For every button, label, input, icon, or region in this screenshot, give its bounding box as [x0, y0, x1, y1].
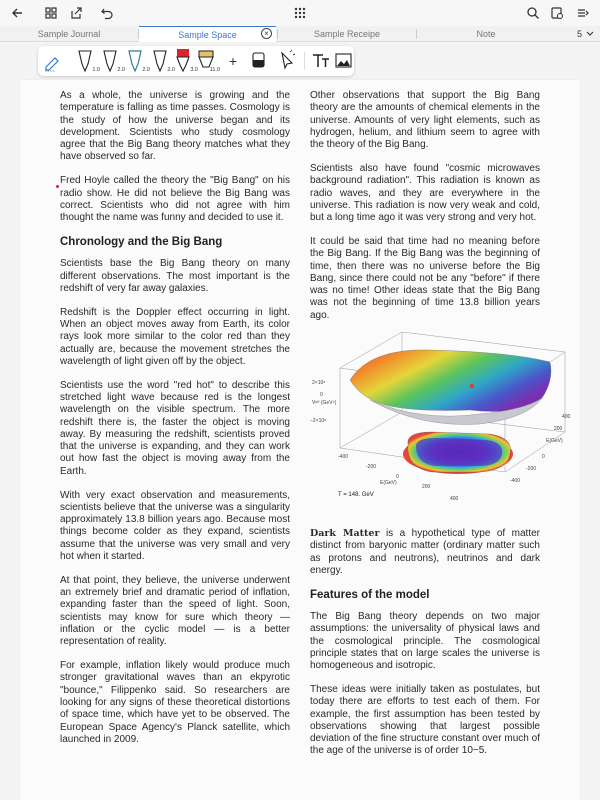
menu-icon[interactable]	[574, 4, 592, 22]
undo-icon[interactable]	[98, 4, 116, 22]
y-axis-tick: 200	[554, 426, 563, 432]
paragraph: Fred Hoyle called the theory the "Big Bang" on his radio show. He did not believe the Big Bang was correct. Scientists who did not agree with him thought the name was funny and decided to use it.	[60, 175, 290, 224]
paragraph	[310, 528, 540, 577]
tab-label: Sample Space	[178, 29, 237, 40]
x-axis-tick: 200	[422, 484, 431, 490]
x-axis-label: E(GeV)	[380, 480, 397, 486]
paragraph: These ideas were initially taken as postulates, but today there are efforts to test each of them. For example, the first assumption has been tested by observations showing that largest possible deviation of the fine structure constant over much of the age of the universe is of order 10−5.	[310, 683, 540, 757]
right-column-bottom	[310, 528, 540, 769]
chevron-down-icon	[586, 31, 594, 37]
z-axis-tick: 0	[320, 392, 323, 398]
page-number: 5	[576, 29, 582, 39]
tab-label: Sample Receipe	[313, 29, 381, 39]
y-axis-label: E(GeV)	[546, 438, 563, 444]
tab-note[interactable]	[417, 26, 555, 42]
apps-grid-icon[interactable]	[291, 4, 309, 22]
paragraph: Scientists also have found "cosmic microwaves background radiation". This radiation is known as radio waves, and they are everywhere in the universe. This radiation is now very weak and cold, but a long time ago it was very strong and very hot.	[310, 162, 540, 224]
paragraph: At that point, they believe, the universe underwent an extremely brief and dramatic period of inflation, expanding faster than the speed of light. Soon, scientists may know for sure which theory — inflation or the cyclic model — is a better representation of reality.	[60, 574, 290, 648]
paragraph: The Big Bang theory depends on two major assumptions: the universality of physical laws and the cosmological principle. The cosmological principle states that on large scales the universe is homogeneous and isotropic.	[310, 610, 540, 672]
tab-sample-receipe[interactable]	[278, 26, 416, 42]
dark-matter-text: is a hypothetical type of matter distinct from baryonic matter (ordinary matter such as protons and neutrons), neutrinos and dark energy.	[310, 528, 540, 576]
3d-potential-plot	[310, 320, 575, 515]
eraser-icon[interactable]	[248, 48, 270, 74]
tab-label: Note	[476, 29, 496, 39]
page-number-select[interactable]	[577, 26, 594, 42]
sync-icon[interactable]	[548, 4, 566, 22]
pen-1-icon[interactable]	[76, 48, 98, 74]
laser-pointer-icon[interactable]	[276, 48, 298, 74]
y-axis-tick: 0	[542, 454, 545, 460]
x-axis-tick: -200	[366, 464, 377, 470]
pen-size: 2.0	[167, 67, 175, 73]
tab-bar	[0, 26, 600, 42]
x-axis-tick: 400	[450, 496, 459, 502]
y-axis-tick: -400	[510, 478, 521, 484]
image-tool-icon[interactable]	[333, 48, 355, 74]
pen-4-icon[interactable]	[151, 48, 173, 74]
dark-matter-term: Dark Matter	[310, 528, 380, 539]
pen-5-icon[interactable]	[174, 48, 196, 74]
add-pen-button[interactable]: +	[228, 53, 238, 69]
pen-size: 2.0	[117, 67, 125, 73]
back-arrow-icon[interactable]	[8, 4, 26, 22]
paragraph: Other observations that support the Big Bang theory are the amounts of chemical elements in the universe. Amounts of very light elements, such as hydrogen, helium, and lithium seem to agree with the theory of the Big Bang.	[310, 90, 540, 151]
y-axis-tick: 400	[562, 414, 571, 420]
pen-3-icon[interactable]	[126, 48, 148, 74]
pen-size: 3.0	[190, 67, 198, 73]
paragraph: Scientists base the Big Bang theory on many different observations. The most important is the redshift of very far away galaxies.	[60, 258, 290, 294]
tab-sample-space[interactable]	[139, 26, 276, 42]
tab-sample-journal[interactable]	[0, 26, 138, 42]
paragraph: Scientists use the word "red hot" to describe this stretched light wave because red is the longest wavelength on the visible spectrum. The more redshift there is, the faster the object is moving away. By measuring the redshift, scientists proved that the universe is expanding, and they can work out how fast the object is moving away from the Earth.	[60, 379, 290, 477]
top-bar	[0, 0, 600, 26]
z-axis-label: Vᵉᶠᶠ (GeV⁴)	[312, 400, 337, 406]
pen-size: 11.0	[209, 67, 220, 73]
pen-toolbar	[38, 46, 354, 76]
figure-caption: T = 148. GeV	[338, 492, 374, 498]
z-axis-tick: 2×10⁸	[312, 380, 326, 386]
pen-2-icon[interactable]	[101, 48, 123, 74]
y-axis-tick: -200	[526, 466, 537, 472]
section-heading: Chronology and the Big Bang	[60, 235, 223, 248]
paragraph: For example, inflation likely would produce much stronger gravitational waves than an ekpyrotic "bounce," Filippenko said. So researchers are looking for any signs of these theoretical distortions of space time, which have yet to be observed. The European Space Agency's Planck satellite, which launched in 2009.	[60, 660, 290, 745]
tab-label: Sample Journal	[37, 29, 101, 39]
paragraph: It could be said that time had no meaning before the Big Bang. If the Big Bang was the beginning of time, then there was no universe before the Big Bang, since there could not be any "before" if there was no time! Other ideas state that the Big Bang was not the beginning of time 13.8 billion years ago.	[310, 235, 540, 321]
red-ink-dot	[56, 185, 59, 188]
pen-size: 2.0	[142, 67, 150, 73]
paragraph: Redshift is the Doppler effect occurring in light. When an object moves away from Earth, its color rays look more similar to the color red than they actually are, because the movement stretches the wavelength of light given off by the object.	[60, 306, 290, 367]
section-heading: Features of the model	[310, 588, 430, 601]
highlighter-icon[interactable]	[196, 48, 218, 74]
toolbar-divider	[304, 52, 305, 70]
export-icon[interactable]	[67, 4, 85, 22]
pen-size: 1.0	[92, 67, 100, 73]
lasso-pen-icon[interactable]	[42, 48, 64, 74]
right-column-top	[310, 90, 540, 334]
text-tool-icon[interactable]	[310, 48, 332, 74]
close-tab-icon[interactable]: ×	[261, 28, 272, 39]
paragraph: As a whole, the universe is growing and the temperature is falling as time passes. Cosmology is the study of how the universe began and its development. Scientists who study cosmology agree that the Big Bang theory matches what they have observed so far.	[60, 90, 290, 163]
x-axis-tick: 0	[396, 474, 399, 480]
grid-icon[interactable]	[42, 4, 60, 22]
left-column	[60, 90, 290, 758]
search-icon[interactable]	[524, 4, 542, 22]
z-axis-tick: −2×10⁸	[310, 418, 327, 424]
document-page[interactable]	[20, 80, 580, 800]
paragraph: With very exact observation and measurements, scientists believe that the universe was a singularity approximately 13.8 billion years ago. Because most things become colder as they expand, scientists assume that the universe was very small and very hot when it started.	[60, 489, 290, 562]
x-axis-tick: -400	[338, 454, 349, 460]
